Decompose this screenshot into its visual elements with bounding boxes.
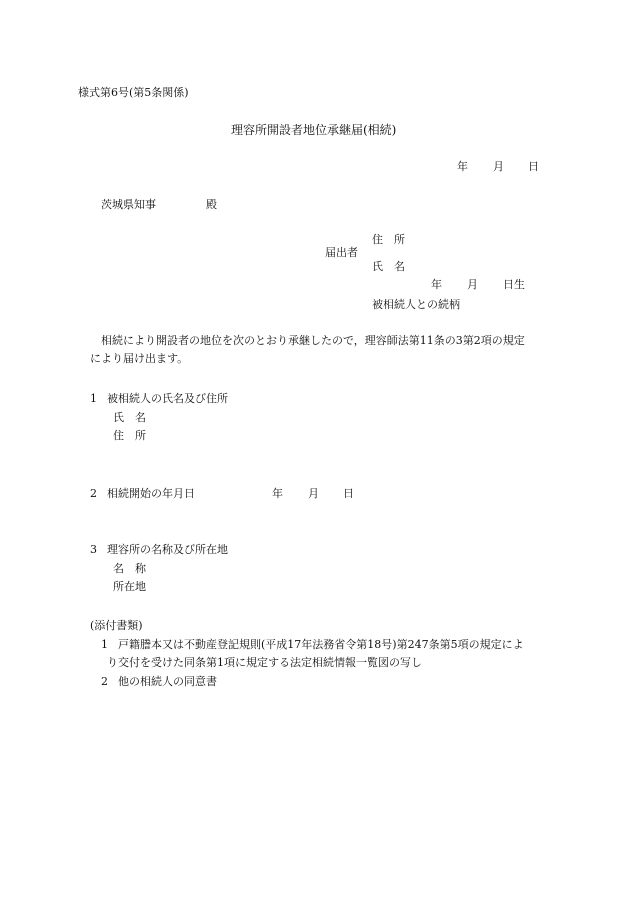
attachment-1-line-2: り交付を受けた同条第1項に規定する法定相続情報一覧図の写し bbox=[107, 656, 422, 669]
document-title: 理容所開設者地位承継届(相続) bbox=[231, 123, 397, 137]
section-1-address-label: 住 所 bbox=[113, 429, 146, 442]
body-line-1: 相続により開設者の地位を次のとおり承継したので，理容師法第11条の3第2項の規定 bbox=[101, 334, 525, 347]
date-year: 年 bbox=[457, 160, 468, 173]
section-2-day: 日 bbox=[343, 487, 354, 500]
attachments-heading: (添付書類) bbox=[90, 619, 143, 632]
section-3-heading: 理容所の名称及び所在地 bbox=[107, 543, 228, 556]
attachment-2-number: 2 bbox=[101, 675, 108, 688]
section-1-name-label: 氏 名 bbox=[113, 411, 146, 424]
birth-month: 月 bbox=[467, 278, 478, 291]
notifier-name-label: 氏 名 bbox=[372, 260, 405, 273]
section-2-year: 年 bbox=[272, 487, 283, 500]
section-3-location-label: 所在地 bbox=[113, 580, 146, 593]
section-1-number: 1 bbox=[90, 392, 97, 405]
addressee-governor: 茨城県知事 bbox=[101, 198, 156, 211]
section-1-heading: 被相続人の氏名及び住所 bbox=[107, 392, 228, 405]
notifier-address-label: 住 所 bbox=[372, 233, 405, 246]
attachment-1-line-1: 戸籍謄本又は不動産登記規則(平成17年法務省令第18号)第247条第5項の規定によ bbox=[118, 638, 524, 651]
relation-label: 被相続人との続柄 bbox=[372, 298, 460, 311]
birth-day: 日生 bbox=[503, 278, 525, 291]
section-2-heading: 相続開始の年月日 bbox=[107, 487, 195, 500]
attachment-1-number: 1 bbox=[101, 638, 108, 651]
date-day: 日 bbox=[528, 160, 539, 173]
section-3-number: 3 bbox=[90, 543, 97, 556]
addressee-honorific: 殿 bbox=[206, 198, 217, 211]
section-2-month: 月 bbox=[308, 487, 319, 500]
date-month: 月 bbox=[493, 160, 504, 173]
section-2-number: 2 bbox=[90, 487, 97, 500]
birth-year: 年 bbox=[431, 278, 442, 291]
notifier-role-label: 届出者 bbox=[325, 246, 358, 259]
attachment-2-line-1: 他の相続人の同意書 bbox=[118, 675, 217, 688]
section-3-shop-name-label: 名 称 bbox=[113, 562, 146, 575]
form-number: 様式第6号(第5条関係) bbox=[78, 86, 189, 99]
body-line-2: により届け出ます。 bbox=[90, 352, 189, 365]
